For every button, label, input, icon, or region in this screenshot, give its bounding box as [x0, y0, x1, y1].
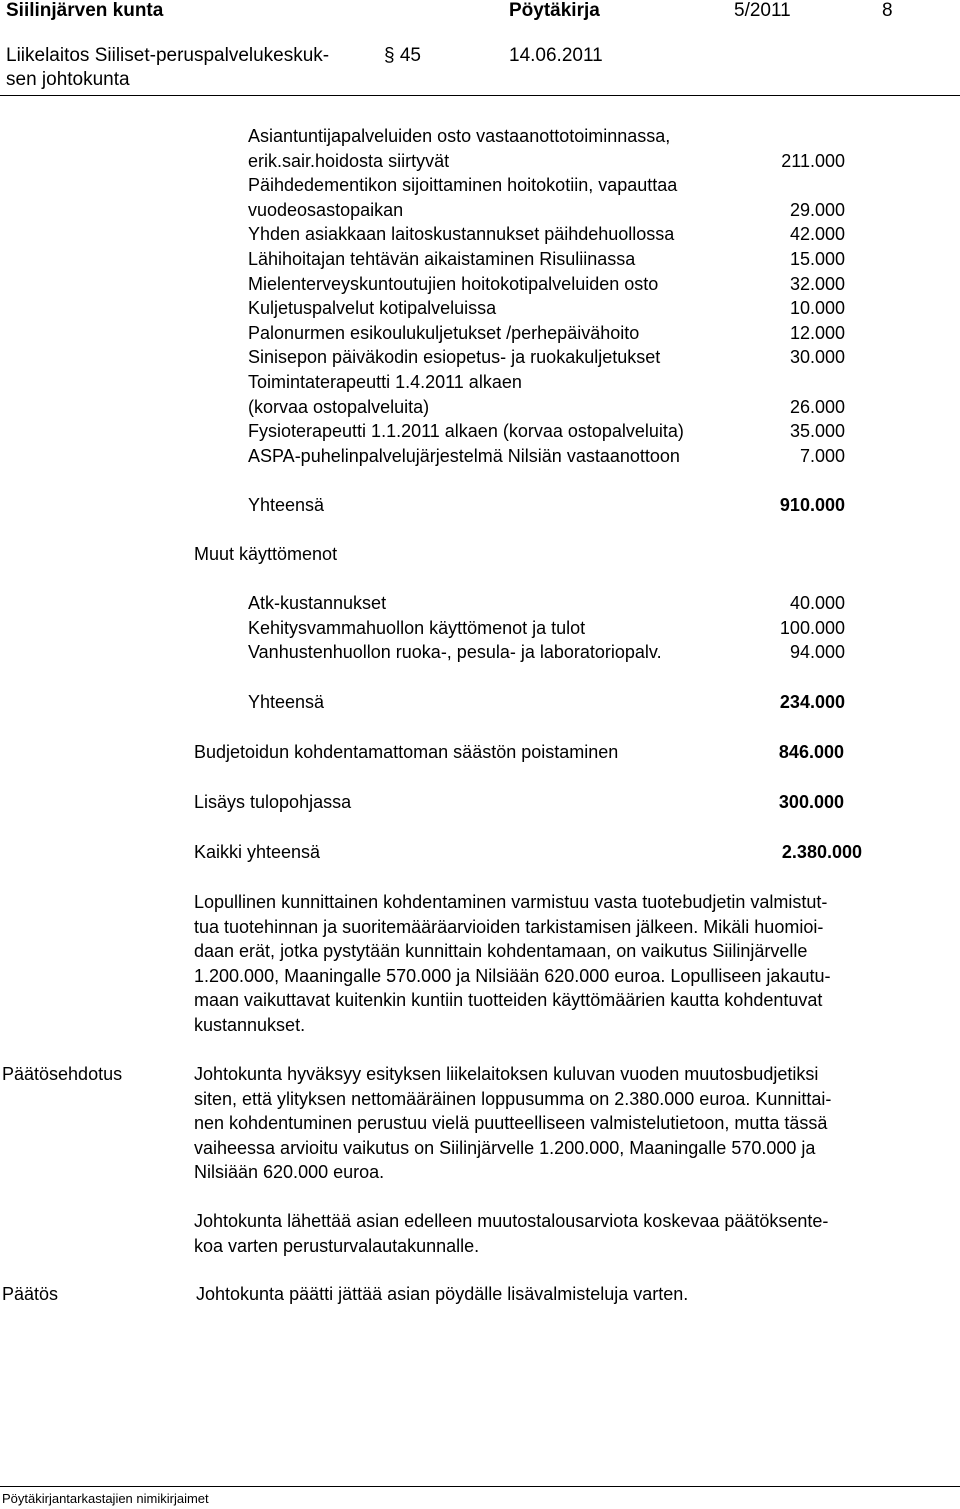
list-item: [248, 149, 845, 174]
decision-text: Johtokunta päätti jättää asian pöydälle lisävalmisteluja varten.: [196, 1284, 689, 1304]
item-value: 35.000: [789, 421, 845, 442]
grand-total-value: 2.380.000: [781, 842, 862, 862]
issue-number: 5/2011: [734, 0, 791, 21]
total-value: 234.000: [779, 692, 845, 712]
decision-label: Päätös: [2, 1284, 59, 1304]
other-costs-total: [248, 690, 845, 715]
item-label: Asiantuntijapalveluiden osto vastaanottotoiminnassa,: [248, 126, 671, 146]
footer-rule: [0, 1486, 960, 1487]
item-value: 15.000: [789, 249, 845, 269]
item-label: Toimintaterapeutti 1.4.2011 alkaen: [248, 372, 522, 392]
list-item: [248, 222, 845, 247]
list-item: [248, 370, 845, 395]
total-label: Yhteensä: [248, 692, 325, 712]
meeting-date: 14.06.2011: [509, 45, 603, 66]
item-label: Atk-kustannukset: [248, 593, 387, 613]
body-name-line2: sen johtokunta: [6, 69, 130, 90]
list-item: [248, 616, 845, 641]
item-value: 100.000: [779, 617, 845, 638]
list-item: [248, 247, 845, 272]
list-item: [248, 124, 845, 149]
item-value: 30.000: [789, 347, 845, 368]
total-label: Yhteensä: [248, 495, 325, 515]
item-value: 29.000: [789, 199, 845, 220]
item-label: Kuljetuspalvelut kotipalveluissa: [248, 298, 497, 319]
item-label: Lähihoitajan tehtävän aikaistaminen Risuliinassa: [248, 249, 636, 269]
budget-saving-value: 846.000: [778, 742, 844, 762]
total-value: 910.000: [779, 495, 845, 515]
other-costs-heading: Muut käyttömenot: [194, 544, 338, 564]
item-label: erik.sair.hoidosta siirtyvät: [248, 150, 450, 171]
purchases-total: [248, 493, 845, 518]
income-increase-label: Lisäys tulopohjassa: [194, 792, 352, 812]
list-item: [248, 198, 845, 223]
page-number: 8: [882, 0, 893, 21]
allocation-note: Lopullinen kunnittainen kohdentaminen varmistuu vasta tuotebudjetin valmistut- tua tuotehinnan ja suoritemääräarvioiden tarkistamisen jälkeen. Mikäli huomioi- daan erät, jotka pystytään kunnittain kohdentamaan, on vaikutus Siilinjärvelle 1.200.000, Maaningalle 570.000 ja Nilsiään 620.000 euroa. Lopulliseen jakautu- maan vaikuttavat kuitenkin kuntiin tuotteiden käyttömäärien kautta kohdentuvat kustannukset.: [194, 892, 831, 1035]
organization-name: Siilinjärven kunta: [6, 0, 164, 21]
item-value: 26.000: [789, 396, 845, 417]
list-item: [248, 395, 845, 420]
item-label: ASPA-puhelinpalvelujärjestelmä Nilsiän vastaanottoon: [248, 445, 680, 466]
item-value: 40.000: [789, 593, 845, 613]
signature-initials-label: Pöytäkirjantarkastajien nimikirjaimet: [2, 1491, 209, 1506]
item-label: Päihdedementikon sijoittaminen hoitokotiin, vapauttaa: [248, 175, 678, 196]
proposal-paragraph-1: Johtokunta hyväksyy esityksen liikelaitoksen kuluvan vuoden muutosbudjetiksi siten, että ylityksen nettomääräinen loppusumma on 2.380.000 euroa. Kunnittai- nen kohdentuminen perustuu vielä puutteelliseen valmistelutietoon, mutta tässä vaiheessa arvioitu vaikutus on Siilinjärvelle 1.200.000, Maaningalle 570.000 ja Nilsiään 620.000 euroa.: [194, 1064, 832, 1183]
item-label: Vanhustenhuollon ruoka-, pesula- ja laboratoriopalv.: [248, 642, 662, 663]
document-type: Pöytäkirja: [509, 0, 600, 21]
list-item: [248, 345, 845, 370]
list-item: [248, 640, 845, 665]
list-item: [248, 444, 845, 469]
header-rule: [0, 95, 960, 96]
item-value: 12.000: [789, 322, 845, 343]
item-label: Yhden asiakkaan laitoskustannukset päihdehuollossa: [248, 224, 675, 245]
item-label: (korvaa ostopalveluita): [248, 396, 430, 417]
grand-total-label: Kaikki yhteensä: [194, 842, 321, 862]
list-item: [248, 296, 845, 321]
item-value: 42.000: [789, 224, 845, 245]
item-label: Palonurmen esikoulukuljetukset /perhepäivähoito: [248, 322, 640, 343]
section-number: § 45: [384, 45, 421, 66]
item-label: Fysioterapeutti 1.1.2011 alkaen (korvaa ostopalveluita): [248, 421, 684, 442]
item-value: 211.000: [781, 150, 845, 171]
list-item: [248, 272, 845, 297]
list-item: [248, 321, 845, 346]
list-item: [248, 591, 845, 616]
list-item: [248, 419, 845, 444]
budget-saving-label: Budjetoidun kohdentamattoman säästön poistaminen: [194, 742, 619, 762]
item-label: Mielenterveyskuntoutujien hoitokotipalveluiden osto: [248, 273, 659, 294]
proposal-paragraph-2: Johtokunta lähettää asian edelleen muutostalousarviota koskevaa päätöksente- koa varten perusturvalautakunnalle.: [194, 1211, 829, 1256]
item-value: 32.000: [789, 273, 845, 294]
item-label: vuodeosastopaikan: [248, 199, 404, 220]
item-value: 7.000: [799, 445, 845, 466]
item-label: Sinisepon päiväkodin esiopetus- ja ruokakuljetukset: [248, 347, 661, 368]
item-label: Kehitysvammahuollon käyttömenot ja tulot: [248, 617, 586, 638]
income-increase-value: 300.000: [778, 792, 844, 812]
list-item: [248, 173, 845, 198]
proposal-label: Päätösehdotus: [2, 1064, 123, 1084]
item-value: 10.000: [789, 298, 845, 319]
item-value: 94.000: [789, 642, 845, 663]
body-name-line1: Liikelaitos Siiliset-peruspalvelukeskuk-: [6, 45, 330, 66]
